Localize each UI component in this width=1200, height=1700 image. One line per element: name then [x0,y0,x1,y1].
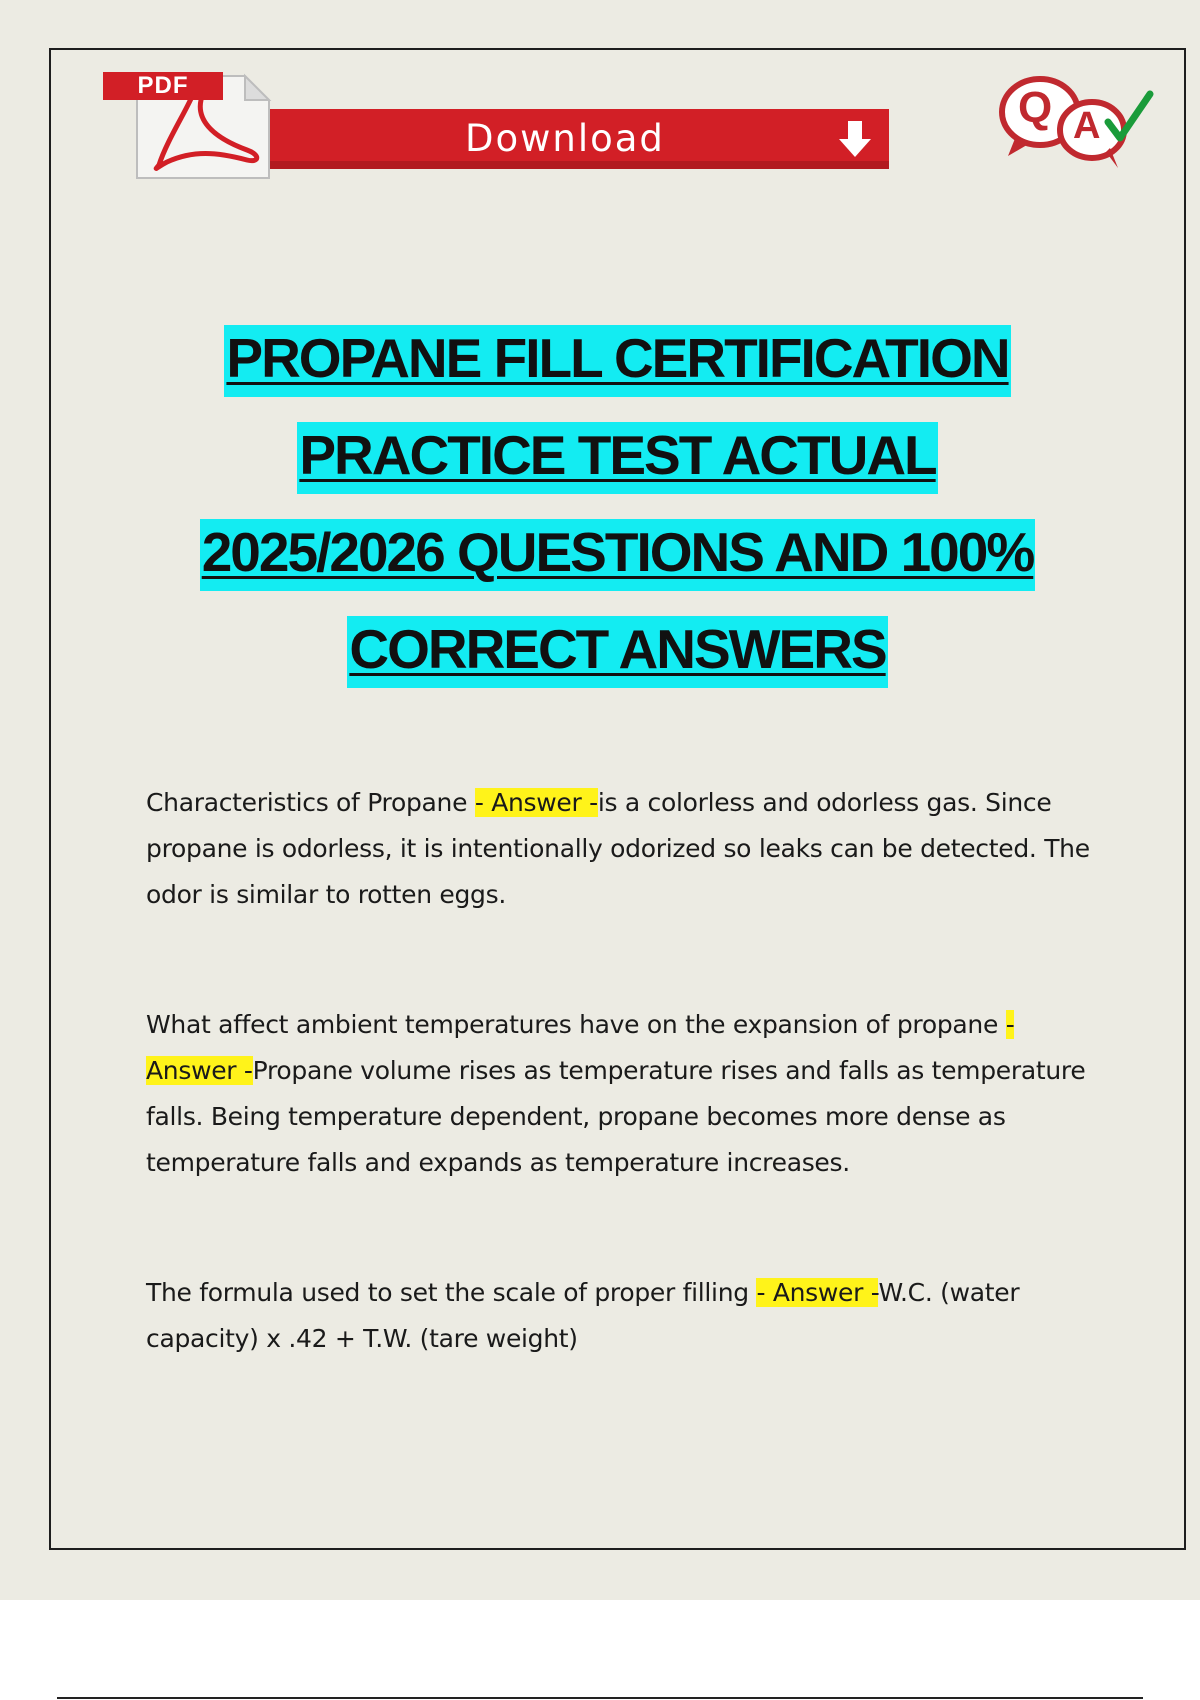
qa-item [146,1270,1106,1362]
title-line: PRACTICE TEST ACTUAL [49,407,1186,504]
answer-marker: - Answer - [474,788,598,817]
question-text: Characteristics of Propane [146,788,475,817]
question-text: What affect ambient temperatures have on the expansion of propane [146,1010,1006,1039]
download-banner[interactable] [97,70,797,180]
answer-text: is a colorless and odorless gas. Since propane is odorless, it is intentionally odorized so leaks can be detected. The odor is similar to rotten eggs. [146,788,1090,909]
qa-logo-q: Q [1018,83,1053,132]
pdf-tab-label: PDF [103,72,223,100]
answer-marker: - Answer - [146,1010,1015,1085]
download-label: Download [465,117,665,160]
bottom-divider [57,1697,1143,1699]
qa-item [146,780,1106,918]
qa-logo-a: A [1073,105,1101,147]
qa-list [146,780,1106,1362]
qa-item [146,1002,1106,1186]
title-line: PROPANE FILL CERTIFICATION [49,310,1186,407]
title-line: 2025/2026 QUESTIONS AND 100% [49,504,1186,601]
document-title [49,310,1186,698]
answer-marker: - Answer - [756,1278,879,1307]
answer-text: Propane volume rises as temperature rises and falls as temperature falls. Being temperature dependent, propane becomes more dense as temperature falls and expands as temperature increases. [146,1056,1086,1177]
down-arrow-icon [835,117,875,161]
question-text: The formula used to set the scale of proper filling [146,1278,757,1307]
qa-logo [990,70,1160,170]
answer-text: W.C. (water capacity) x .42 + T.W. (tare weight) [146,1278,1020,1353]
download-button[interactable] [245,109,889,169]
title-line: CORRECT ANSWERS [49,601,1186,698]
